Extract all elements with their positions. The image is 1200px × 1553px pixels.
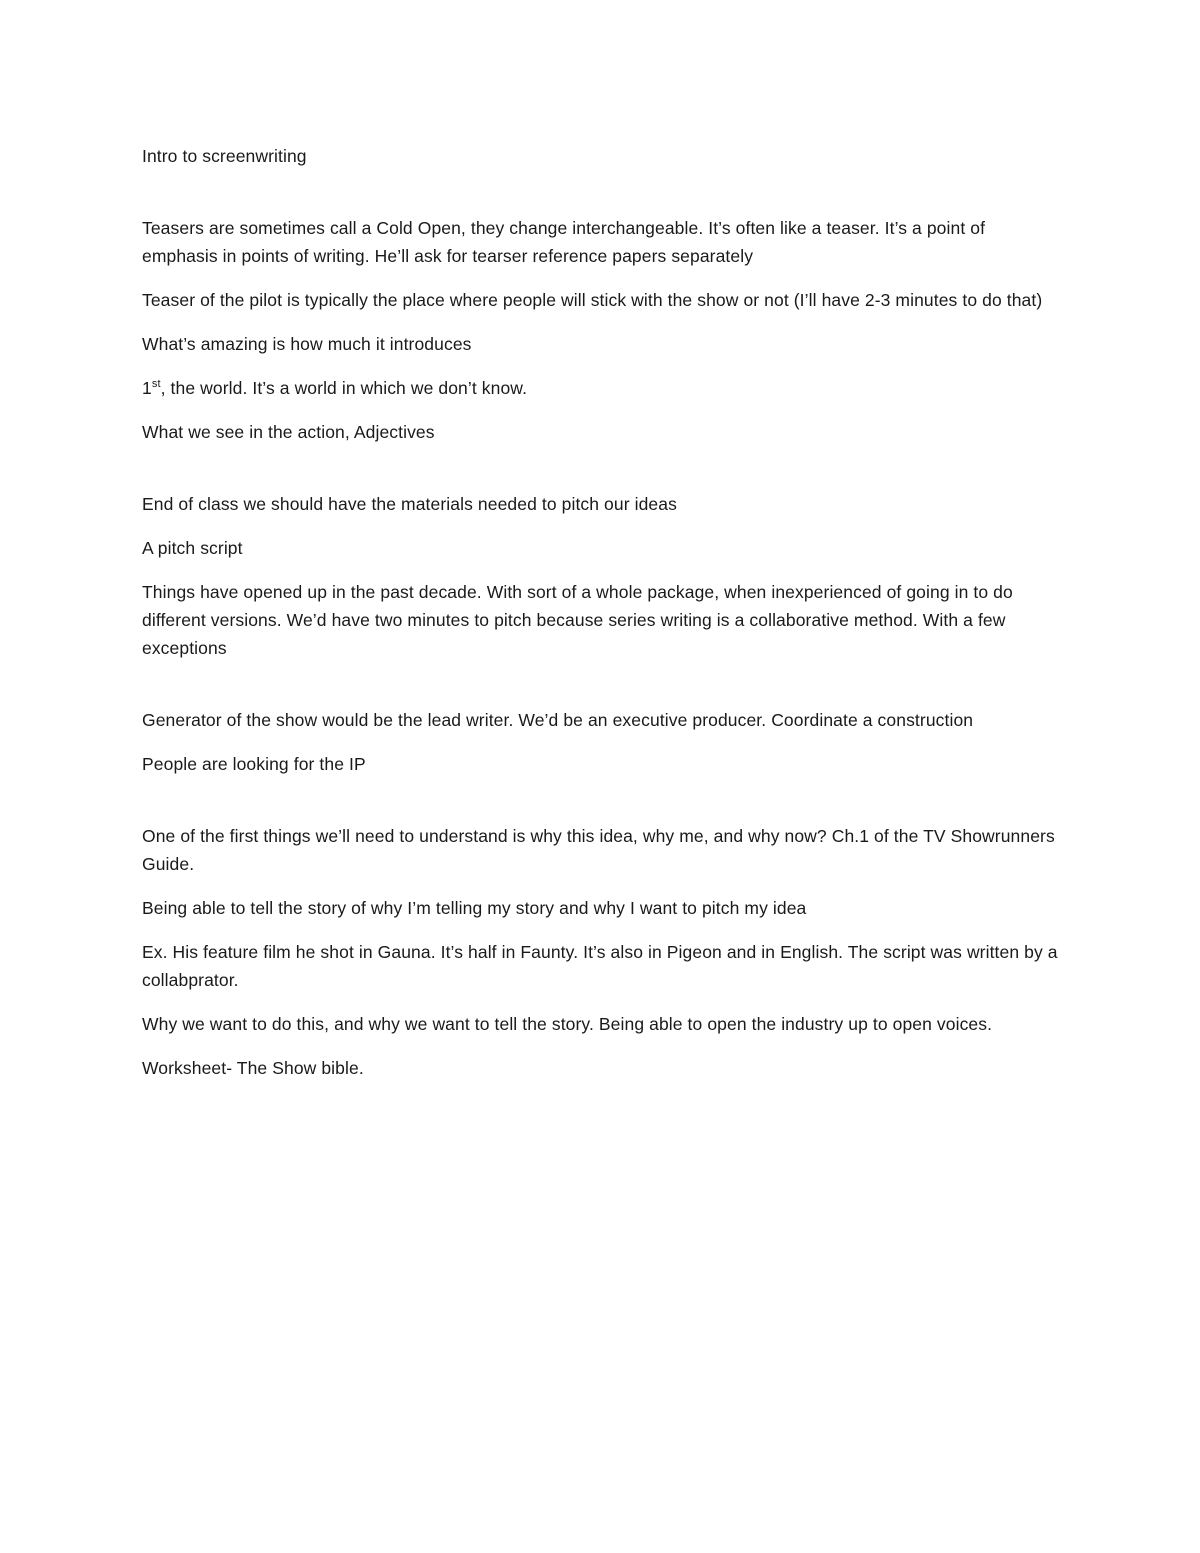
paragraph-teaser-pilot: Teaser of the pilot is typically the place where people will stick with the show or not (I’ll have 2-3 minutes to do that) — [142, 290, 1043, 310]
paragraph-generator: Generator of the show would be the lead writer. We’d be an executive producer. Coordinate a construction — [142, 710, 974, 730]
paragraph-first-world — [142, 374, 1062, 402]
paragraph-amazing: What’s amazing is how much it introduces — [142, 334, 472, 354]
paragraph-ip: People are looking for the IP — [142, 754, 366, 774]
first-world-text: , the world. It’s a world in which we don’t know. — [160, 378, 528, 398]
paragraph-teasers: Teasers are sometimes call a Cold Open, they change interchangeable. It’s often like a teaser. It’s a point of emphasis in points of writing. He’ll ask for tearser reference papers separately — [142, 218, 986, 266]
paragraph-worksheet: Worksheet- The Show bible. — [142, 1058, 364, 1078]
paragraph-things-opened: Things have opened up in the past decade. With sort of a whole package, when inexperienced of going in to do different versions. We’d have two minutes to pitch because series writing is a collaborative method. With a few exceptions — [142, 582, 1013, 658]
paragraph-why-we-want: Why we want to do this, and why we want to tell the story. Being able to open the industry up to open voices. — [142, 1014, 993, 1034]
ordinal-suffix: st — [151, 378, 161, 391]
paragraph-feature-film: Ex. His feature film he shot in Gauna. It’s half in Faunty. It’s also in Pigeon and in English. The script was written by a collabprator. — [142, 942, 1058, 990]
paragraph-pitch-script: A pitch script — [142, 538, 243, 558]
paragraph-action-adjectives: What we see in the action, Adjectives — [142, 422, 435, 442]
paragraph-end-of-class: End of class we should have the materials needed to pitch our ideas — [142, 494, 677, 514]
document-body — [142, 142, 1062, 1098]
document-title: Intro to screenwriting — [142, 146, 307, 166]
paragraph-being-able: Being able to tell the story of why I’m telling my story and why I want to pitch my idea — [142, 898, 807, 918]
paragraph-first-things: One of the first things we’ll need to understand is why this idea, why me, and why now? Ch.1 of the TV Showrunners Guide. — [142, 826, 1055, 874]
ordinal-number: 1 — [142, 378, 152, 398]
